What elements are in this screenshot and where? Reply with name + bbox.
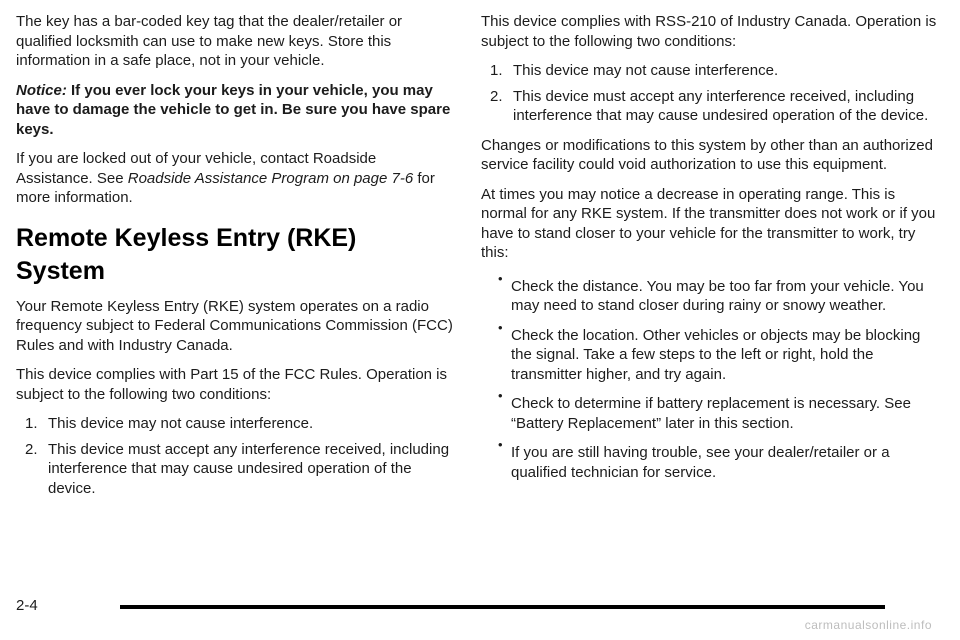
key-tag-paragraph: The key has a bar-coded key tag that the dealer/retailer or qualified locksmith can use to make new keys. Store this information in a safe place, not in your vehicle. [16, 13, 403, 69]
bullet-icon: • [498, 319, 503, 335]
notice-body: If you ever lock your keys in your vehicle, you may have to damage the vehicle to get in. Be sure you have spare keys. [16, 81, 451, 138]
list-item-number: 2. [25, 440, 38, 458]
rss-conditions-list [481, 61, 941, 126]
notice-label: Notice: [16, 81, 67, 99]
section-heading-line2: System [16, 256, 105, 285]
fcc-paragraph: This device complies with Part 15 of the FCC Rules. Operation is subject to the following two conditions: [16, 366, 448, 403]
list-item-text: Check the distance. You may be too far from your vehicle. You may need to stand closer during rainy or snowy weather. [511, 277, 924, 314]
fcc-conditions-list [16, 414, 456, 498]
watermark: carmanualsonline.info [804, 618, 932, 632]
list-item-text: This device may not cause interference. [48, 415, 314, 432]
page-number: 2-4 [16, 597, 38, 614]
list-item-text: This device must accept any interference received, including interference that may cause undesired operation of the device. [513, 87, 929, 124]
bullet-icon: • [498, 437, 503, 452]
list-item [16, 440, 456, 499]
list-item-text: If you are still having trouble, see your dealer/retailer or a qualified technician for service. [511, 444, 890, 481]
list-item-text: This device may not cause interference. [513, 62, 779, 79]
section-heading-line1: Remote Keyless Entry (RKE) [16, 223, 357, 252]
rss-paragraph: This device complies with RSS-210 of Industry Canada. Operation is subject to the following two conditions: [481, 13, 937, 50]
footer-divider [120, 605, 885, 609]
list-item [481, 390, 941, 433]
list-item [481, 319, 941, 385]
list-item [16, 414, 456, 434]
list-item [481, 61, 941, 81]
list-item-number: 1. [490, 62, 503, 79]
operating-range-paragraph: At times you may notice a decrease in operating range. This is normal for any RKE system. If the transmitter does not work or if you have to stand closer to your vehicle for the transmitter to work, try this: [481, 185, 936, 261]
list-item [481, 270, 941, 316]
rke-intro-paragraph: Your Remote Keyless Entry (RKE) system operates on a radio frequency subject to Federal Communications Commission (FCC) Rules and with Industry Canada. [16, 297, 453, 354]
list-item-number: 1. [25, 415, 38, 432]
bullet-icon: • [498, 270, 503, 286]
bullet-icon: • [498, 388, 503, 403]
list-item [481, 87, 941, 126]
list-item-text: Check to determine if battery replacement is necessary. See “Battery Replacement” later in this section. [511, 395, 911, 432]
left-column [16, 12, 456, 508]
section-heading [16, 222, 456, 288]
modifications-paragraph: Changes or modifications to this system by other than an authorized service facility could void authorization to use this equipment. [481, 136, 933, 173]
list-item-number: 2. [490, 87, 503, 105]
list-item [481, 439, 941, 482]
notice-paragraph [16, 81, 456, 140]
right-column [481, 12, 941, 488]
locked-out-paragraph [16, 149, 456, 208]
roadside-reference-link[interactable]: Roadside Assistance Program on page 7-6 [127, 169, 414, 187]
locked-out-text: If you are locked out of your vehicle, contact Roadside Assistance. See [16, 150, 377, 187]
locked-out-text-end: for more information. [16, 169, 435, 206]
troubleshooting-list [481, 270, 941, 483]
list-item-text: Check the location. Other vehicles or objects may be blocking the signal. Take a few steps to the left or right, hold the transmitter higher, and try again. [511, 326, 921, 383]
list-item-text: This device must accept any interference received, including interference that may cause undesired operation of the device. [48, 440, 450, 497]
